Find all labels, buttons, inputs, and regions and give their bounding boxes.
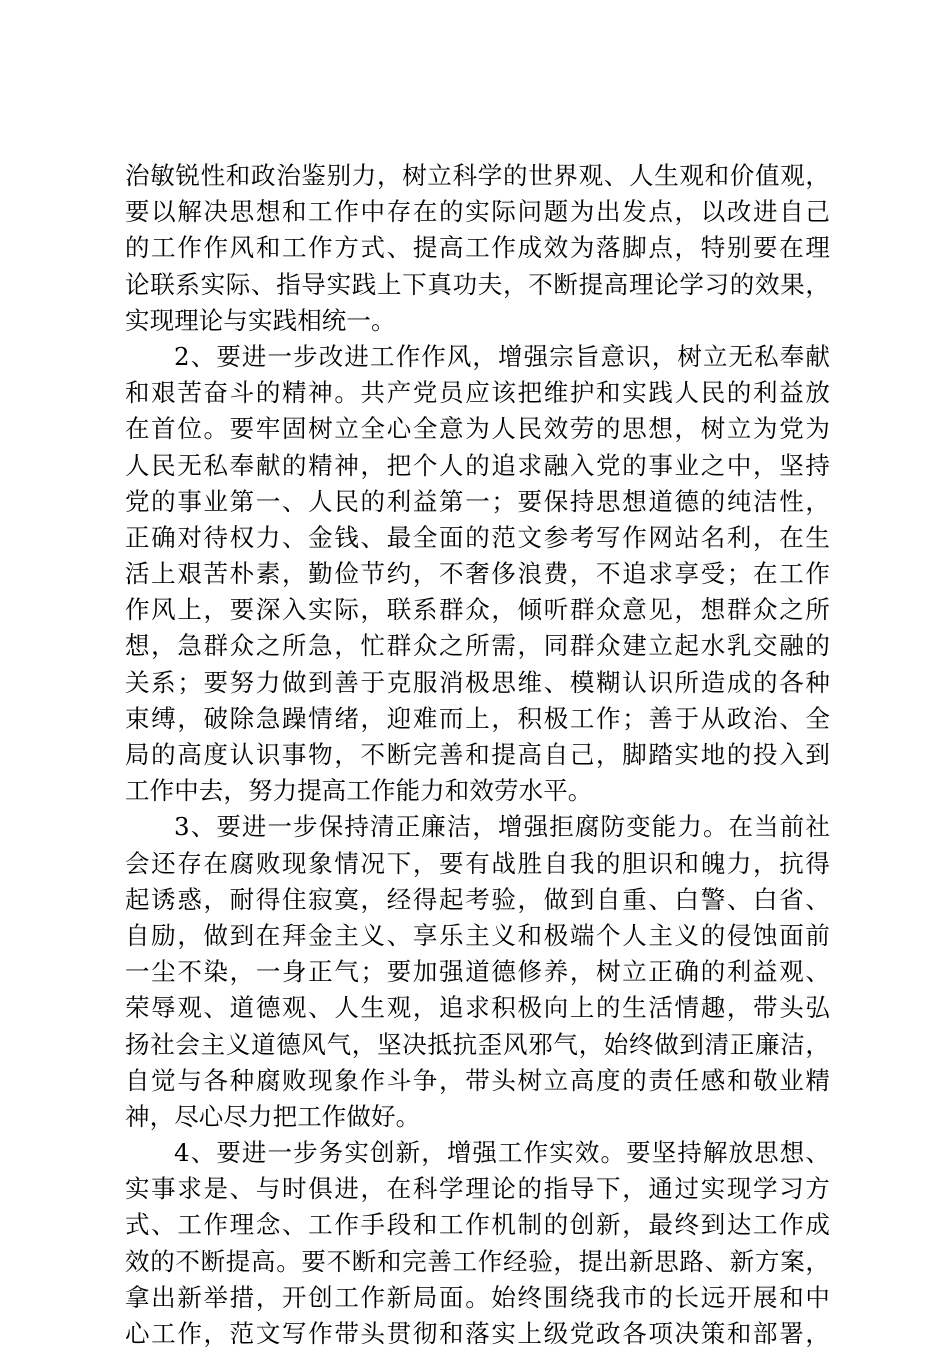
text-line: 治敏锐性和政治鉴别力，树立科学的世界观、人生观和价值观， [125,161,830,190]
paragraph-3 [125,809,830,1135]
paragraph-4 [125,1135,830,1352]
text-line: 局的高度认识事物，不断完善和提高自己，脚踏实地的投入到 [125,740,830,769]
text-line: 要以解决思想和工作中存在的实际问题为出发点，以改进自己 [125,197,830,227]
text-line: 关系；要努力做到善于克服消极思维、模糊认识所造成的各种 [125,667,830,697]
text-line: 一尘不染，一身正气；要加强道德修养，树立正确的利益观、 [125,957,830,987]
text-line: 起诱惑，耐得住寂寞，经得起考验，做到自重、白警、白省、 [125,884,830,914]
text-line: 2、要进一步改进工作作风，增强宗旨意识，树立无私奉献 [174,341,830,371]
text-line: 3、要进一步保持清正廉洁，增强拒腐防变能力。在当前社 [174,812,830,842]
text-line: 作风上，要深入实际，联系群众，倾听群众意见，想群众之所 [125,595,830,625]
paragraph-1 [125,158,830,339]
text-line: 的工作作风和工作方式、提高工作成效为落脚点，特别要在理 [125,233,830,263]
paragraph-2 [125,339,830,809]
text-line: 党的事业第一、人民的利益第一；要保持思想道德的纯洁性， [125,486,830,516]
text-line: 效的不断提高。要不断和完善工作经验，提出新思路、新方案， [125,1246,830,1276]
text-line: 正确对待权力、金钱、最全面的范文参考写作网站名利，在生 [125,522,830,552]
text-line: 实现理论与实践相统一。 [125,305,396,335]
text-line: 神，尽心尽力把工作做好。 [125,1101,421,1131]
text-line: 式、工作理念、工作手段和工作机制的创新，最终到达工作成 [125,1210,830,1240]
text-line: 拿出新举措，开创工作新局面。始终围绕我市的长远开展和中 [125,1282,830,1312]
text-line: 心工作，范文写作带头贯彻和落实上级党政各项决策和部署， [125,1319,830,1348]
text-line: 人民无私奉献的精神，把个人的追求融入党的事业之中，坚持 [125,450,830,480]
text-line: 活上艰苦朴素，勤俭节约，不奢侈浪费，不追求享受；在工作 [125,559,830,589]
text-line: 在首位。要牢固树立全心全意为人民效劳的思想，树立为党为 [125,414,830,444]
text-line: 想，急群众之所急，忙群众之所需，同群众建立起水乳交融的 [125,631,830,661]
text-line: 扬社会主义道德风气，坚决抵抗歪风邪气，始终做到清正廉洁， [125,1029,830,1059]
document-body [125,158,830,1352]
text-line: 荣辱观、道德观、人生观，追求积极向上的生活情趣，带头弘 [125,993,830,1023]
text-line: 会还存在腐败现象情况下，要有战胜自我的胆识和魄力，抗得 [125,848,830,878]
text-line: 和艰苦奋斗的精神。共产党员应该把维护和实践人民的利益放 [125,378,830,408]
text-line: 束缚，破除急躁情绪，迎难而上，积极工作；善于从政治、全 [125,703,830,733]
text-line: 工作中去，努力提高工作能力和效劳水平。 [125,776,593,806]
text-line: 自觉与各种腐败现象作斗争，带头树立高度的责任感和敬业精 [125,1065,830,1095]
text-line: 论联系实际、指导实践上下真功夫，不断提高理论学习的效果， [125,269,830,299]
text-line: 4、要进一步务实创新，增强工作实效。要坚持解放思想、 [174,1138,830,1168]
text-line: 自励，做到在拜金主义、享乐主义和极端个人主义的侵蚀面前 [125,920,830,950]
text-line: 实事求是、与时俱进，在科学理论的指导下，通过实现学习方 [125,1174,830,1204]
